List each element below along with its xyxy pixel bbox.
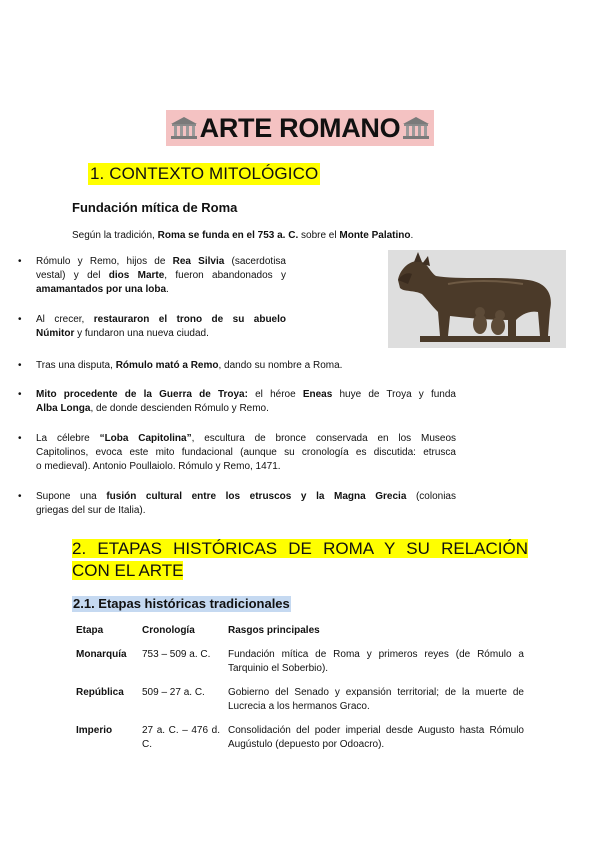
table-header-cell: Cronología (142, 625, 195, 636)
document-title-block (166, 110, 435, 146)
section-1-heading: 1. CONTEXTO MITOLÓGICO (90, 164, 319, 183)
list-item-text: Rómulo y Remo, hijos de Rea Silvia (sacerdotisa vestal) y del dios Marte, fueron abandonados y amamantados por una loba. (36, 256, 286, 295)
intro-bold-text: Roma se funda en el 753 a. C. (157, 230, 299, 241)
table-cell-cronologia: 509 – 27 a. C. (142, 687, 205, 698)
table-cell-cronologia: 753 – 509 a. C. (142, 649, 211, 660)
bullet-dot: • (18, 256, 22, 267)
classical-building-icon (401, 115, 431, 141)
etapas-table (72, 620, 528, 758)
intro-bold-text: Monte Palatino (339, 230, 411, 241)
table-cell-etapa: Monarquía (76, 649, 127, 660)
intro-text: sobre el (298, 230, 340, 241)
intro-text: . (410, 230, 414, 241)
list-item-text: Al crecer, restauraron el trono de su abuelo Númitor y fundaron una nueva ciudad. (36, 314, 286, 339)
list-item-text: La célebre “Loba Capitolina”, escultura de bronce conservada en los Museos Capitolinos, evoca este mito fundacional (aunque su cronología es discutida: etrusca o medieval). Antonio Poullaiolo. Rómulo y Remo, 1471. (36, 433, 457, 472)
bullet-dot: • (18, 314, 22, 325)
list-item-text: Supone una fusión cultural entre los etruscos y la Magna Grecia (colonias griegas del sur de Italia). (36, 491, 456, 516)
intro-paragraph (72, 230, 413, 242)
title-container (0, 110, 600, 146)
section-2-heading (72, 538, 528, 582)
bullet-dot: • (18, 491, 22, 502)
bullet-dot: • (18, 389, 22, 400)
loba-capitolina-image (388, 250, 566, 348)
list-item-text: Tras una disputa, Rómulo mató a Remo, dando su nombre a Roma. (36, 360, 343, 371)
table-cell-rasgos: Consolidación del poder imperial desde Augusto hasta Rómulo Augústulo (depuesto por Odoacro). (228, 725, 524, 750)
table-row (72, 644, 528, 682)
intro-text: Según la tradición, (72, 230, 158, 241)
list-item-text: Mito procedente de la Guerra de Troya: el héroe Eneas huye de Troya y funda Alba Longa, de donde descienden Rómulo y Remo. (36, 389, 456, 414)
table-cell-etapa: República (76, 687, 124, 698)
classical-building-icon (169, 115, 199, 141)
table-cell-etapa: Imperio (76, 725, 113, 736)
table-header-row (72, 620, 528, 644)
table-row (72, 720, 528, 758)
table-header-cell: Rasgos principales (228, 625, 320, 636)
bullet-dot: • (18, 360, 22, 371)
table-header-cell: Etapa (76, 625, 104, 636)
section-2-heading-line: 2. ETAPAS HISTÓRICAS DE ROMA Y SU RELACIÓN (72, 539, 528, 558)
table-cell-cronologia: 27 a. C. – 476 d. C. (142, 725, 220, 750)
page-title: ARTE ROMANO (199, 113, 401, 143)
table-cell-rasgos: Fundación mítica de Roma y primeros reyes (de Rómulo a Tarquinio el Soberbio). (228, 649, 524, 674)
section-2-heading-line: CON EL ARTE (72, 561, 184, 580)
subsection-heading-fundacion: Fundación mítica de Roma (72, 200, 238, 215)
table-row (72, 682, 528, 720)
bullet-dot: • (18, 433, 22, 444)
subsection-2-1-heading: 2.1. Etapas históricas tradicionales (73, 596, 290, 611)
table-cell-rasgos: Gobierno del Senado y expansión territorial; de la muerte de Lucrecia a los hermanos Graco. (228, 687, 524, 712)
